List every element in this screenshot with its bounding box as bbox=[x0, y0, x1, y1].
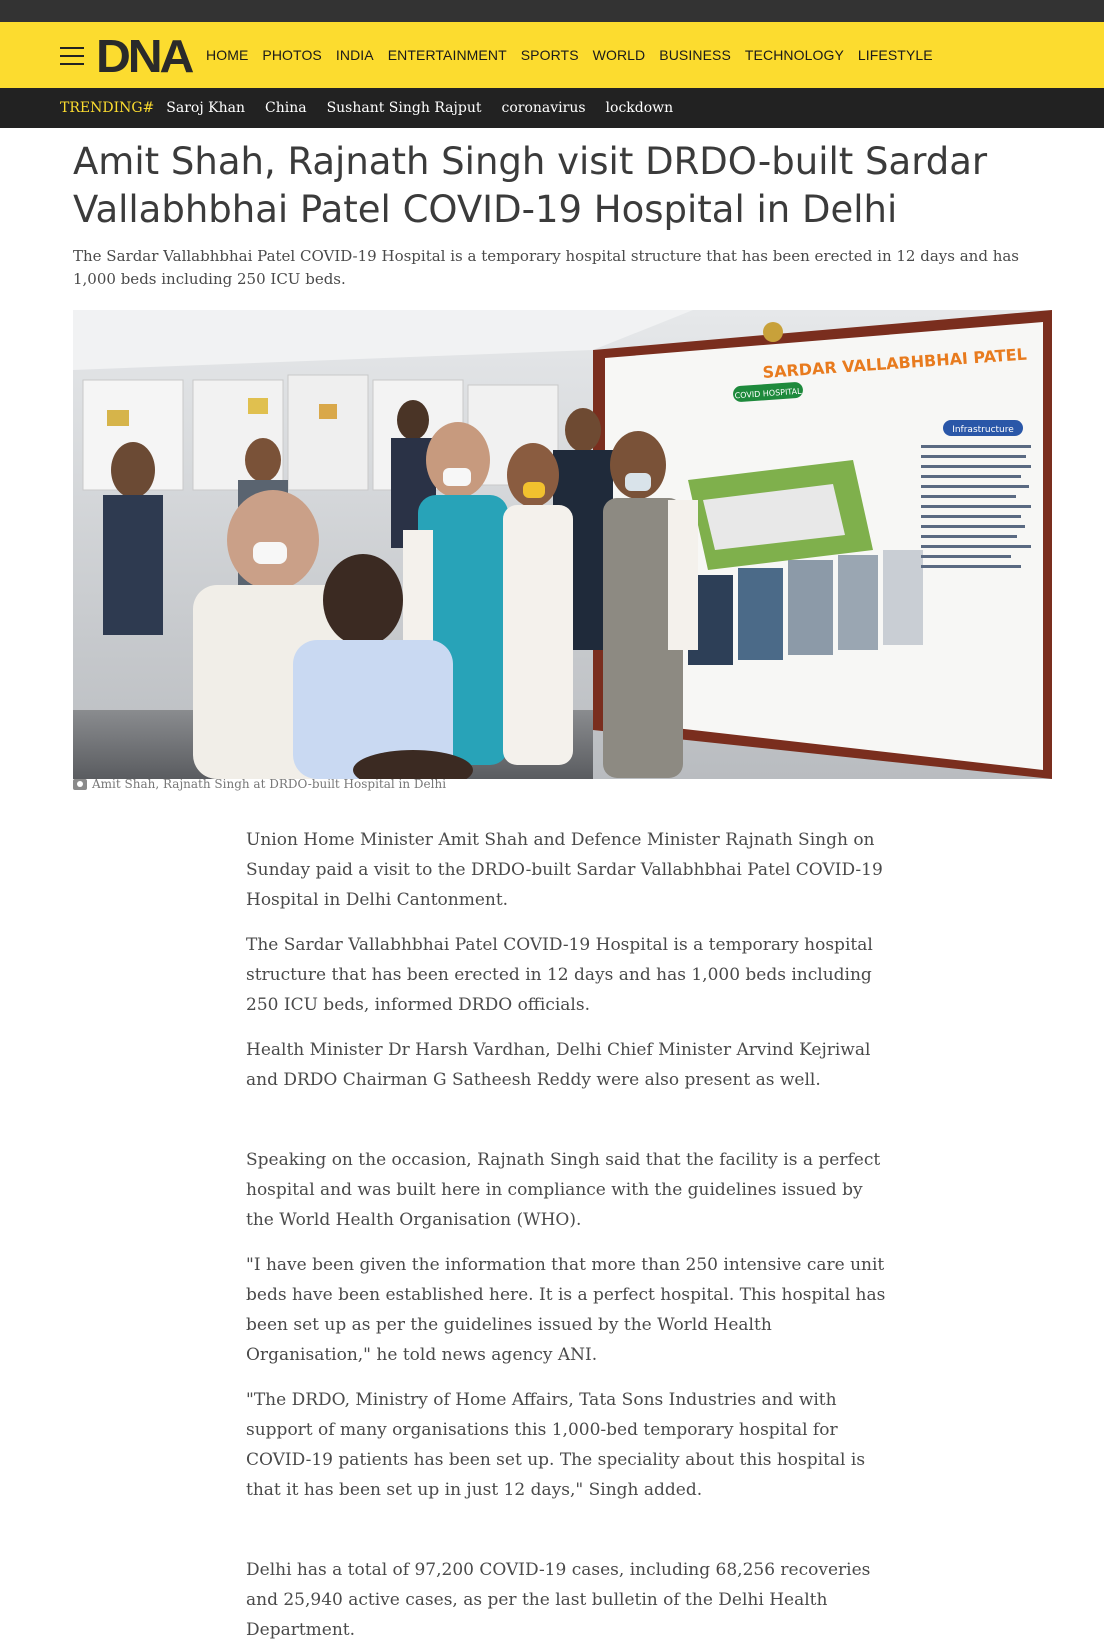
article-paragraph: Union Home Minister Amit Shah and Defence Minister Rajnath Singh on Sunday paid a visit to the DRDO-built Sardar Vallabhbhai Patel COVID-19 Hospital in Delhi Cantonment. bbox=[246, 830, 883, 910]
main-nav bbox=[206, 22, 947, 88]
article-paragraph: Delhi has a total of 97,200 COVID-19 cases, including 68,256 recoveries and 25,940 active cases, as per the last bulletin of the Delhi Health Department. bbox=[246, 1560, 871, 1640]
article-photo bbox=[73, 310, 1052, 779]
article-paragraph: "I have been given the information that more than 250 intensive care unit beds have been established here. It is a perfect hospital. This hospital has been set up as per the guidelines issued by the World Health Organisation," he told news agency ANI. bbox=[246, 1255, 886, 1365]
browser-top-strip bbox=[0, 0, 1104, 22]
trending-item-china[interactable]: China bbox=[264, 100, 307, 116]
photo-caption-text: Amit Shah, Rajnath Singh at DRDO-built Hospital in Delhi bbox=[92, 777, 447, 791]
site-header bbox=[0, 22, 1104, 88]
nav-entertainment[interactable]: ENTERTAINMENT bbox=[387, 47, 507, 63]
nav-home[interactable]: HOME bbox=[206, 47, 249, 63]
article-paragraph: Speaking on the occasion, Rajnath Singh said that the facility is a perfect hospital and was built here in compliance with the guidelines issued by the World Health Organisation (WHO). bbox=[246, 1150, 881, 1230]
trending-item-sushant-singh-rajput[interactable]: Sushant Singh Rajput bbox=[326, 100, 482, 116]
site-logo[interactable]: DNA bbox=[96, 30, 192, 82]
nav-sports[interactable]: SPORTS bbox=[520, 47, 579, 63]
trending-bar bbox=[0, 88, 1104, 128]
menu-icon[interactable] bbox=[60, 47, 84, 65]
board-title: SARDAR VALLABHBHAI PATEL bbox=[761, 344, 1028, 382]
nav-lifestyle[interactable]: LIFESTYLE bbox=[857, 47, 933, 63]
nav-photos[interactable]: PHOTOS bbox=[262, 47, 322, 63]
trending-item-coronavirus[interactable]: coronavirus bbox=[501, 100, 586, 116]
board-box-title: Infrastructure bbox=[952, 425, 1014, 435]
article-paragraph: Health Minister Dr Harsh Vardhan, Delhi Chief Minister Arvind Kejriwal and DRDO Chairman G Satheesh Reddy were also present as well. bbox=[246, 1040, 871, 1090]
nav-business[interactable]: BUSINESS bbox=[659, 47, 731, 63]
nav-world[interactable]: WORLD bbox=[592, 47, 646, 63]
article-paragraph: "The DRDO, Ministry of Home Affairs, Tata Sons Industries and with support of many organisations this 1,000-bed temporary hospital for COVID-19 patients has been set up. The speciality about this hospital is that it has been set up in just 12 days," Singh added. bbox=[246, 1390, 866, 1500]
trending-item-lockdown[interactable]: lockdown bbox=[605, 100, 674, 116]
photo-caption bbox=[73, 777, 446, 791]
article-summary: The Sardar Vallabhbhai Patel COVID-19 Hospital is a temporary hospital structure that has been erected in 12 days and has 1,000 beds including 250 ICU beds. bbox=[73, 247, 1019, 288]
nav-technology[interactable]: TECHNOLOGY bbox=[744, 47, 844, 63]
article-headline: Amit Shah, Rajnath Singh visit DRDO-built Sardar Vallabhbhai Patel COVID-19 Hospital in Delhi bbox=[73, 140, 988, 231]
board-subtitle: COVID HOSPITAL bbox=[734, 386, 802, 401]
camera-icon bbox=[73, 779, 87, 790]
nav-india[interactable]: INDIA bbox=[335, 47, 374, 63]
trending-label: TRENDING# bbox=[60, 100, 155, 116]
trending-item-saroj-khan[interactable]: Saroj Khan bbox=[166, 100, 245, 116]
article-body bbox=[246, 825, 886, 1649]
article-paragraph: The Sardar Vallabhbhai Patel COVID-19 Hospital is a temporary hospital structure that has been erected in 12 days and has 1,000 beds including 250 ICU beds, informed DRDO officials. bbox=[246, 935, 873, 1015]
